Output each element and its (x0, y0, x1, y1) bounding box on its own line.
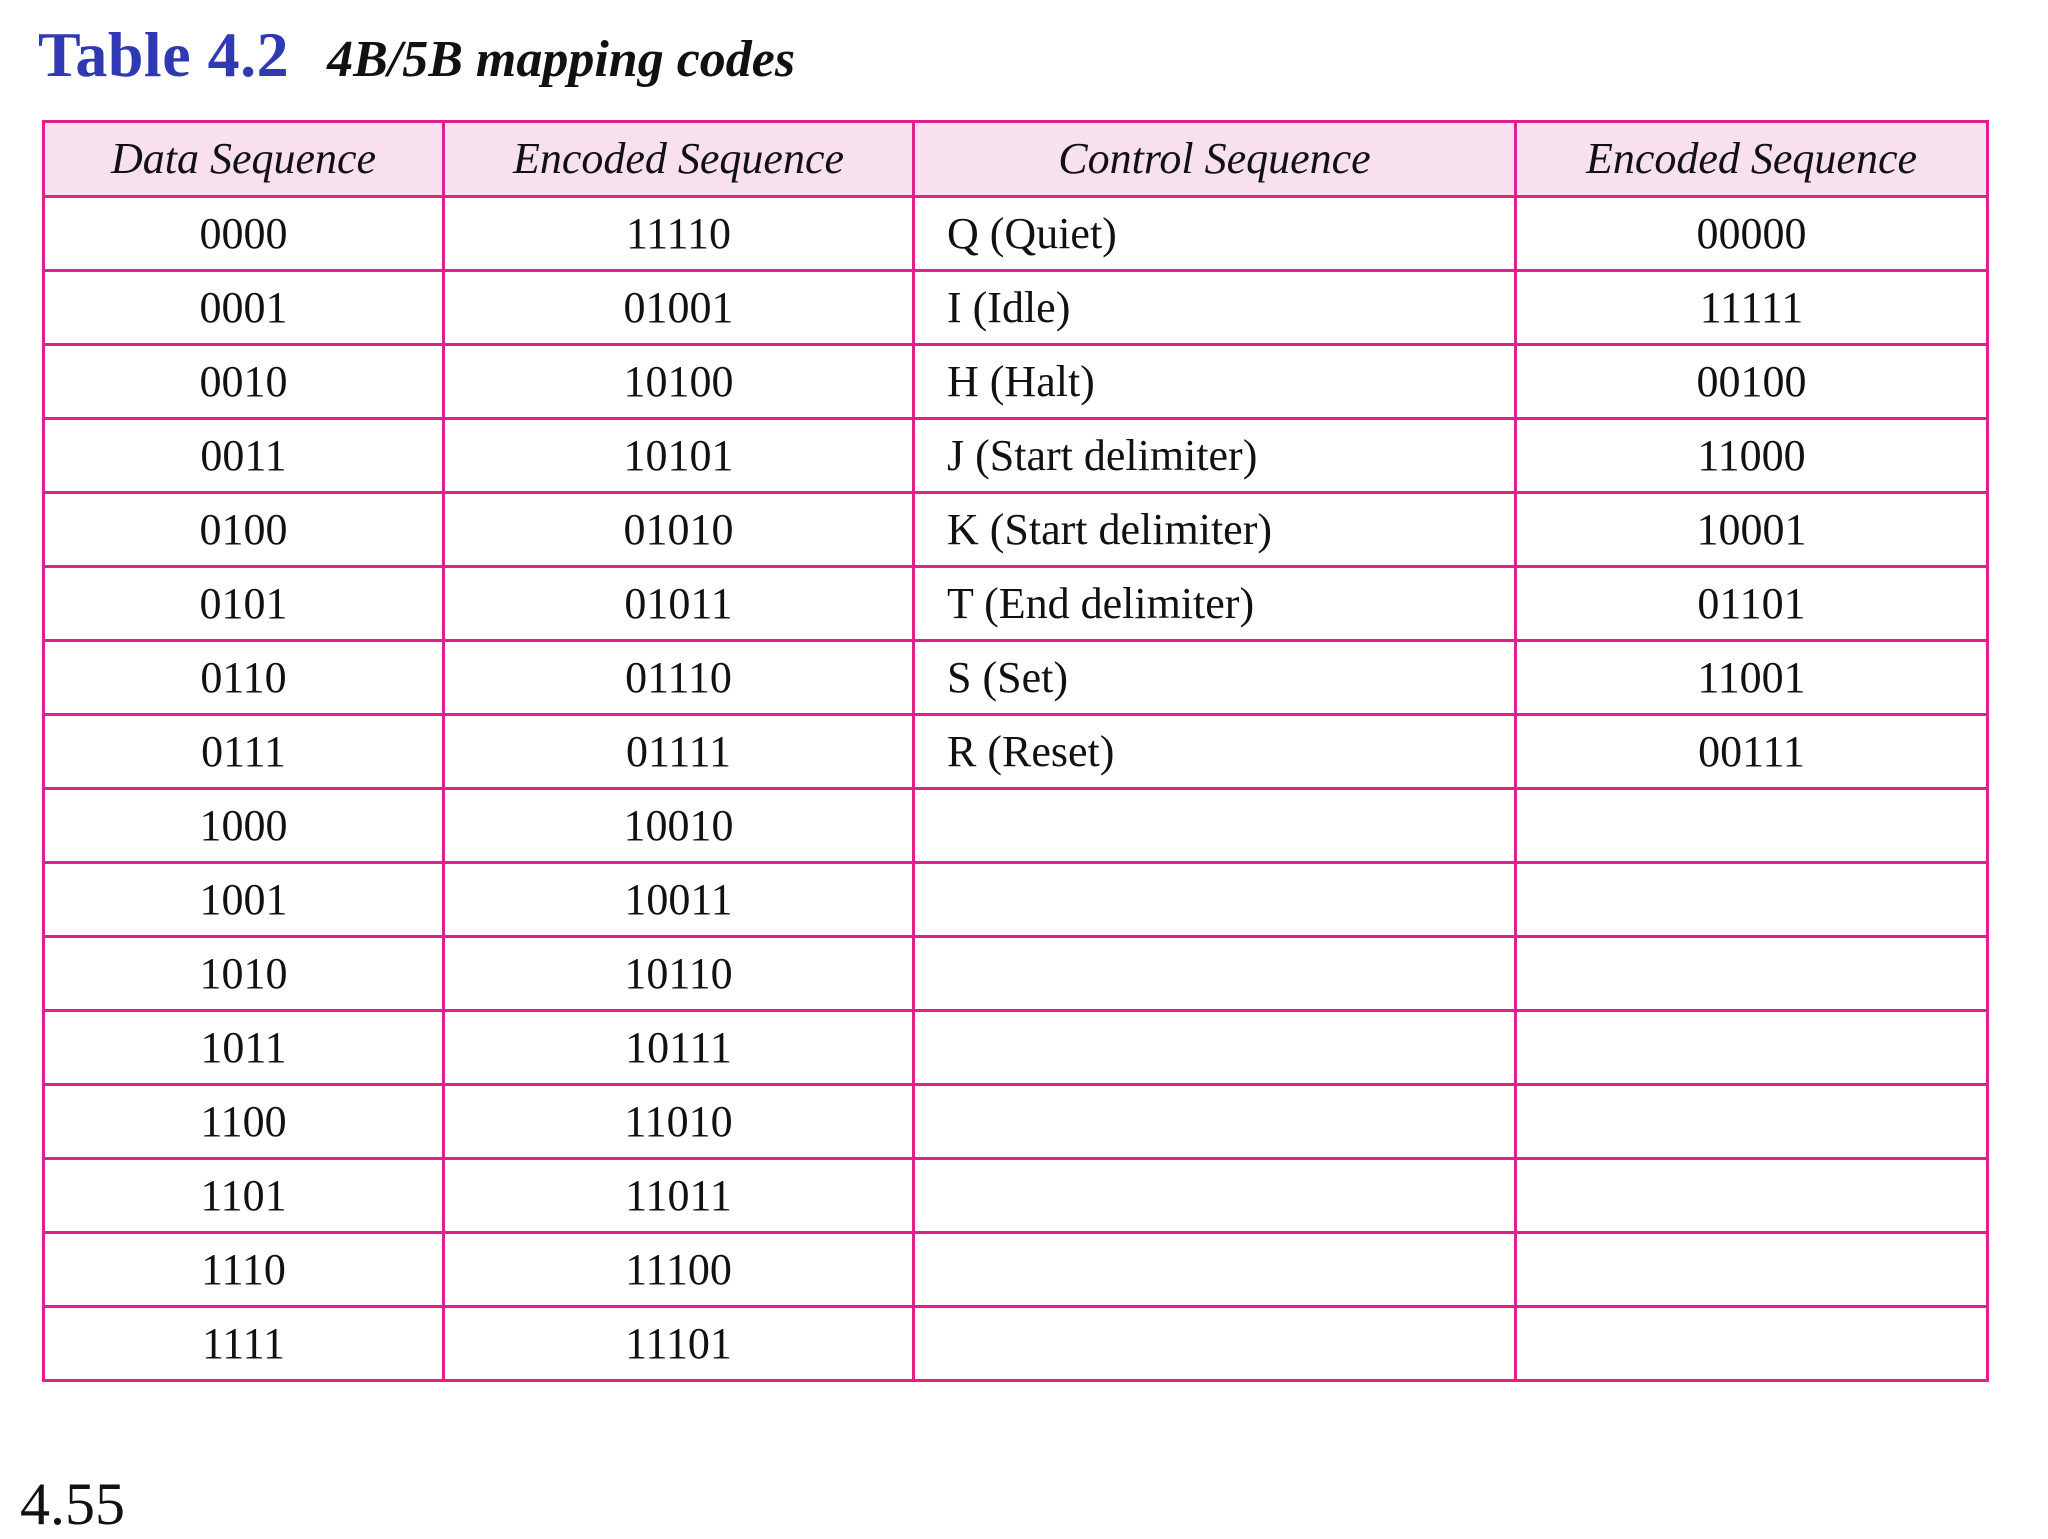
cell-encoded-sequence: 01111 (444, 715, 914, 789)
cell-data-sequence: 1011 (44, 1011, 444, 1085)
cell-data-sequence: 0111 (44, 715, 444, 789)
cell-control-encoded: 01101 (1516, 567, 1988, 641)
cell-control-sequence (914, 1159, 1516, 1233)
cell-encoded-sequence: 01001 (444, 271, 914, 345)
header-encoded-sequence: Encoded Sequence (444, 122, 914, 197)
table-title (38, 18, 795, 98)
cell-control-encoded (1516, 1011, 1988, 1085)
cell-control-sequence (914, 1233, 1516, 1307)
cell-control-encoded (1516, 1085, 1988, 1159)
cell-control-encoded: 00000 (1516, 197, 1988, 271)
cell-data-sequence: 1100 (44, 1085, 444, 1159)
cell-control-encoded (1516, 1307, 1988, 1381)
cell-control-sequence (914, 1085, 1516, 1159)
table-row (44, 1159, 1988, 1233)
cell-encoded-sequence: 01010 (444, 493, 914, 567)
table-row (44, 1011, 1988, 1085)
cell-control-sequence (914, 937, 1516, 1011)
mapping-table (42, 120, 1989, 1382)
cell-data-sequence: 0011 (44, 419, 444, 493)
cell-control-sequence (914, 1307, 1516, 1381)
cell-data-sequence: 0000 (44, 197, 444, 271)
cell-data-sequence: 0010 (44, 345, 444, 419)
table-header-row (44, 122, 1988, 197)
table-row (44, 937, 1988, 1011)
cell-data-sequence: 1010 (44, 937, 444, 1011)
table-row (44, 567, 1988, 641)
cell-control-encoded (1516, 1233, 1988, 1307)
table-row (44, 493, 1988, 567)
table-row (44, 641, 1988, 715)
cell-encoded-sequence: 10011 (444, 863, 914, 937)
cell-control-sequence: H (Halt) (914, 345, 1516, 419)
cell-data-sequence: 0100 (44, 493, 444, 567)
table-row (44, 1233, 1988, 1307)
cell-control-sequence: Q (Quiet) (914, 197, 1516, 271)
cell-control-sequence (914, 863, 1516, 937)
table-row (44, 789, 1988, 863)
cell-control-sequence: T (End delimiter) (914, 567, 1516, 641)
cell-encoded-sequence: 01110 (444, 641, 914, 715)
cell-control-encoded: 11001 (1516, 641, 1988, 715)
cell-control-encoded: 11000 (1516, 419, 1988, 493)
cell-encoded-sequence: 01011 (444, 567, 914, 641)
cell-control-encoded: 00100 (1516, 345, 1988, 419)
cell-control-sequence: K (Start delimiter) (914, 493, 1516, 567)
cell-encoded-sequence: 11010 (444, 1085, 914, 1159)
table-row (44, 419, 1988, 493)
table-caption: 4B/5B mapping codes (327, 31, 796, 88)
cell-control-sequence: I (Idle) (914, 271, 1516, 345)
table-row (44, 1085, 1988, 1159)
cell-encoded-sequence: 11101 (444, 1307, 914, 1381)
cell-control-encoded (1516, 789, 1988, 863)
header-control-encoded-sequence: Encoded Sequence (1516, 122, 1988, 197)
cell-control-encoded: 11111 (1516, 271, 1988, 345)
header-control-sequence: Control Sequence (914, 122, 1516, 197)
cell-encoded-sequence: 11100 (444, 1233, 914, 1307)
cell-control-encoded (1516, 1159, 1988, 1233)
cell-data-sequence: 0110 (44, 641, 444, 715)
cell-data-sequence: 1001 (44, 863, 444, 937)
cell-control-encoded: 10001 (1516, 493, 1988, 567)
cell-encoded-sequence: 10100 (444, 345, 914, 419)
cell-encoded-sequence: 10101 (444, 419, 914, 493)
cell-data-sequence: 1101 (44, 1159, 444, 1233)
cell-data-sequence: 0001 (44, 271, 444, 345)
table-row (44, 715, 1988, 789)
cell-control-encoded (1516, 863, 1988, 937)
cell-control-sequence (914, 1011, 1516, 1085)
page-number: 4.55 (20, 1471, 125, 1537)
table-row (44, 1307, 1988, 1381)
cell-control-sequence: R (Reset) (914, 715, 1516, 789)
cell-control-sequence: J (Start delimiter) (914, 419, 1516, 493)
cell-control-sequence (914, 789, 1516, 863)
cell-encoded-sequence: 10010 (444, 789, 914, 863)
cell-data-sequence: 1111 (44, 1307, 444, 1381)
table-row (44, 197, 1988, 271)
cell-data-sequence: 1000 (44, 789, 444, 863)
cell-encoded-sequence: 11110 (444, 197, 914, 271)
cell-data-sequence: 0101 (44, 567, 444, 641)
cell-encoded-sequence: 10110 (444, 937, 914, 1011)
cell-control-sequence: S (Set) (914, 641, 1516, 715)
header-data-sequence: Data Sequence (44, 122, 444, 197)
cell-data-sequence: 1110 (44, 1233, 444, 1307)
table-row (44, 271, 1988, 345)
cell-encoded-sequence: 11011 (444, 1159, 914, 1233)
cell-control-encoded: 00111 (1516, 715, 1988, 789)
table-row (44, 863, 1988, 937)
cell-encoded-sequence: 10111 (444, 1011, 914, 1085)
table-number-label: Table 4.2 (38, 19, 290, 90)
table-row (44, 345, 1988, 419)
cell-control-encoded (1516, 937, 1988, 1011)
